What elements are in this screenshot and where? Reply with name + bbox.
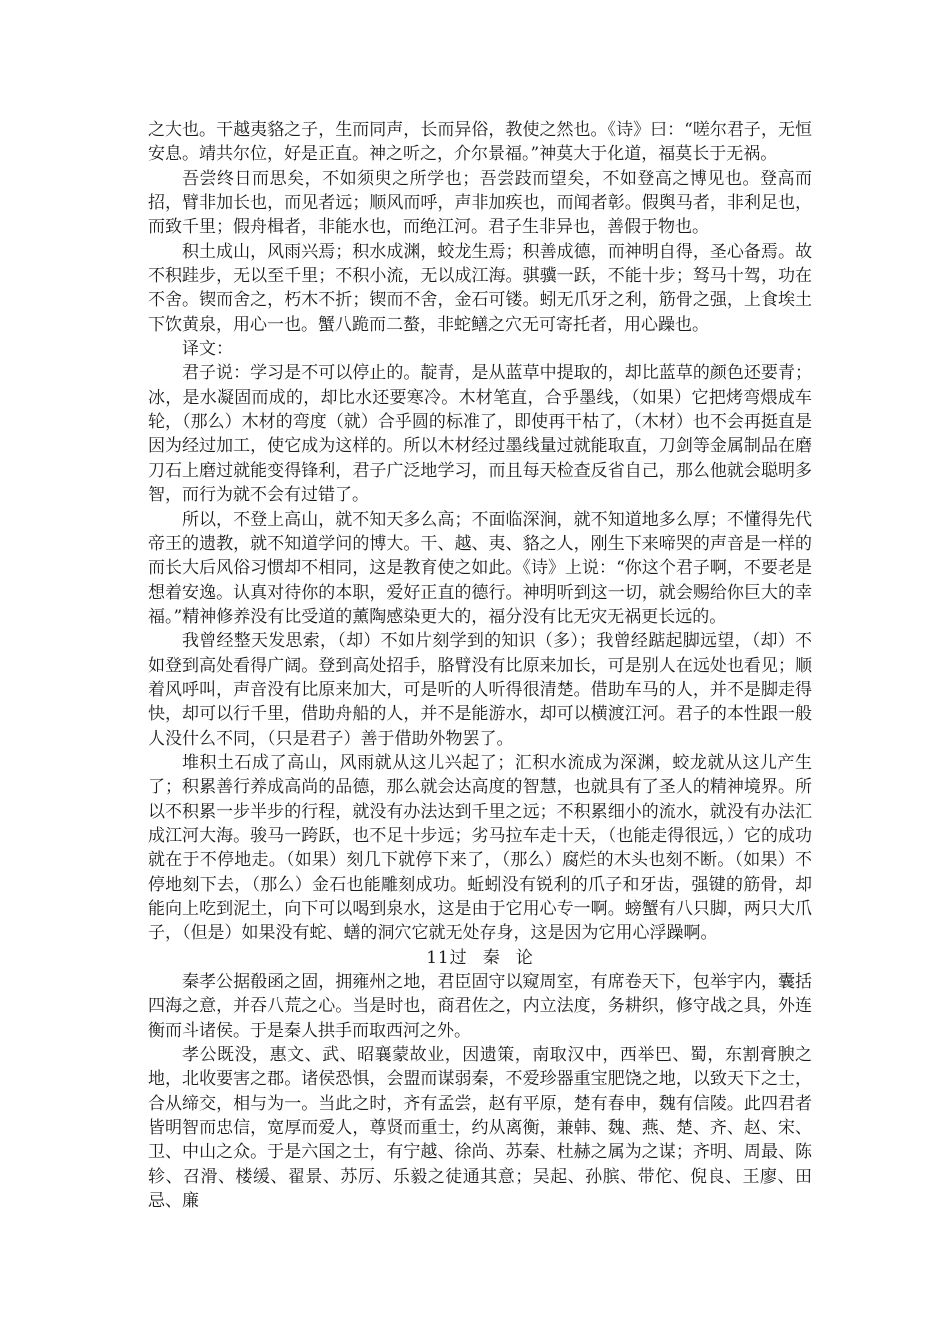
paragraph-classical-1: 之大也。干越夷貉之子，生而同声，长而异俗，教使之然也。《诗》曰：“嗟尔君子，无恒安息。靖共尔位，好是正直。神之听之，介尔景福。”神莫大于化道，福莫长于无祸。 <box>148 120 812 165</box>
paragraph-translation-3: 我曾经整天发思索，（却）不如片刻学到的知识（多）；我曾经踮起脚远望，（却）不如登到高处看得广阔。登到高处招手，胳臂没有比原来加长，可是别人在远处也看见；顺着风呼叫，声音没有比原来加大，可是听的人听得很清楚。借助车马的人，并不是脚走得快，却可以行千里，借助舟船的人，并不是能游水，却可以横渡江河。君子的本性跟一般人没什么不同，（只是君子）善于借助外物罢了。 <box>148 631 812 749</box>
section-number: 11 <box>426 947 450 968</box>
paragraph-classical-2: 吾尝终日而思矣，不如须臾之所学也；吾尝跂而望矣，不如登高之博见也。登高而招，臂非加长也，而见者远；顺风而呼，声非加疾也，而闻者彰。假舆马者，非利足也，而致千里；假舟楫者，非能水也，而绝江河。君子生非异也，善假于物也。 <box>148 168 812 238</box>
paragraph-guoqin-1: 秦孝公据殽函之固，拥雍州之地，君臣固守以窥周室，有席卷天下，包举宇内，囊括四海之意，并吞八荒之心。当是时也，商君佐之，内立法度，务耕织，修守战之具，外连衡而斗诸侯。于是秦人拱手而取西河之外。 <box>148 972 812 1041</box>
paragraph-classical-3: 积土成山，风雨兴焉；积水成渊，蛟龙生焉；积善成德，而神明自得，圣心备焉。故不积跬步，无以至千里；不积小流，无以成江海。骐骥一跃，不能十步；驽马十驾，功在不舍。锲而舍之，朽木不折；锲而不舍，金石可镂。蚓无爪牙之利，筋骨之强，上食埃土下饮黄泉，用心一也。蟹八跪而二螯，非蛇鳝之穴无可寄托者，用心躁也。 <box>148 241 812 335</box>
paragraph-translation-2: 所以，不登上高山，就不知天多么高；不面临深涧，就不知道地多么厚；不懂得先代帝王的遗教，就不知道学问的博大。干、越、夷、貉之人，刚生下来啼哭的声音是一样的而长大后风俗习惯却不相同，这是教育使之如此。《诗》上说：“你这个君子啊，不要老是想着安逸。认真对待你的本职，爱好正直的德行。神明听到这一切，就会赐给你巨大的幸福。”精神修养没有比受道的薰陶感染更大的，福分没有比无灾无祸更长远的。 <box>148 509 812 627</box>
heading-char-1: 过 <box>449 947 468 968</box>
paragraph-translation-1: 君子说：学习是不可以停止的。靛青，是从蓝草中提取的，却比蓝草的颜色还要青；冰，是水凝固而成的，却比水还要寒冷。木材笔直，合乎墨线，（如果）它把烤弯煨成车轮，（那么）木材的弯度（就）合乎圆的标准了，即使再干枯了，（木材）也不会再挺直是因为经过加工，使它成为这样的。所以木材经过墨线量过就能取直，刀剑等金属制品在磨刀石上磨过就能变得锋利，君子广泛地学习，而且每天检查反省自己，那么他就会聪明多智，而行为就不会有过错了。 <box>148 363 812 506</box>
section-heading <box>148 946 812 970</box>
paragraph-guoqin-2: 孝公既没，惠文、武、昭襄蒙故业，因遗策，南取汉中，西举巴、蜀，东割膏腴之地，北收要害之郡。诸侯恐惧，会盟而谋弱秦，不爱珍器重宝肥饶之地，以致天下之士，合从缔交，相与为一。当此之时，齐有孟尝，赵有平原，楚有春申，魏有信陵。此四君者皆明智而忠信，宽厚而爱人，尊贤而重士，约从离衡，兼韩、魏、燕、楚、齐、赵、宋、卫、中山之众。于是六国之士，有宁越、徐尚、苏秦、杜赫之属为之谋；齐明、周最、陈轸、召滑、楼缓、翟景、苏厉、乐毅之徒通其意；吴起、孙膑、带佗、倪良、王廖、田忌、廉 <box>148 1045 812 1212</box>
heading-char-2: 秦 <box>482 947 501 968</box>
heading-char-3: 论 <box>515 947 534 968</box>
translation-label: 译文： <box>182 339 233 360</box>
paragraph-translation-4: 堆积土石成了高山，风雨就从这儿兴起了；汇积水流成为深渊，蛟龙就从这儿产生了；积累善行养成高尚的品德，那么就会达高度的智慧，也就具有了圣人的精神境界。所以不积累一步半步的行程，就没有办法达到千里之远；不积累细小的流水，就没有办法汇成江河大海。骏马一跨跃，也不足十步远；劣马拉车走十天，（也能走得很远，）它的成功就在于不停地走。（如果）刻几下就停下来了，（那么）腐烂的木头也刻不断。（如果）不停地刻下去，（那么）金石也能雕刻成功。蚯蚓没有锐利的爪子和牙齿，强键的筋骨，却能向上吃到泥土，向下可以喝到泉水，这是由于它用心专一啊。螃蟹有八只脚，两只大爪子，（但是）如果没有蛇、蟮的洞穴它就无处存身，这是因为它用心浮躁啊。 <box>148 752 812 944</box>
document-page <box>148 118 812 1213</box>
